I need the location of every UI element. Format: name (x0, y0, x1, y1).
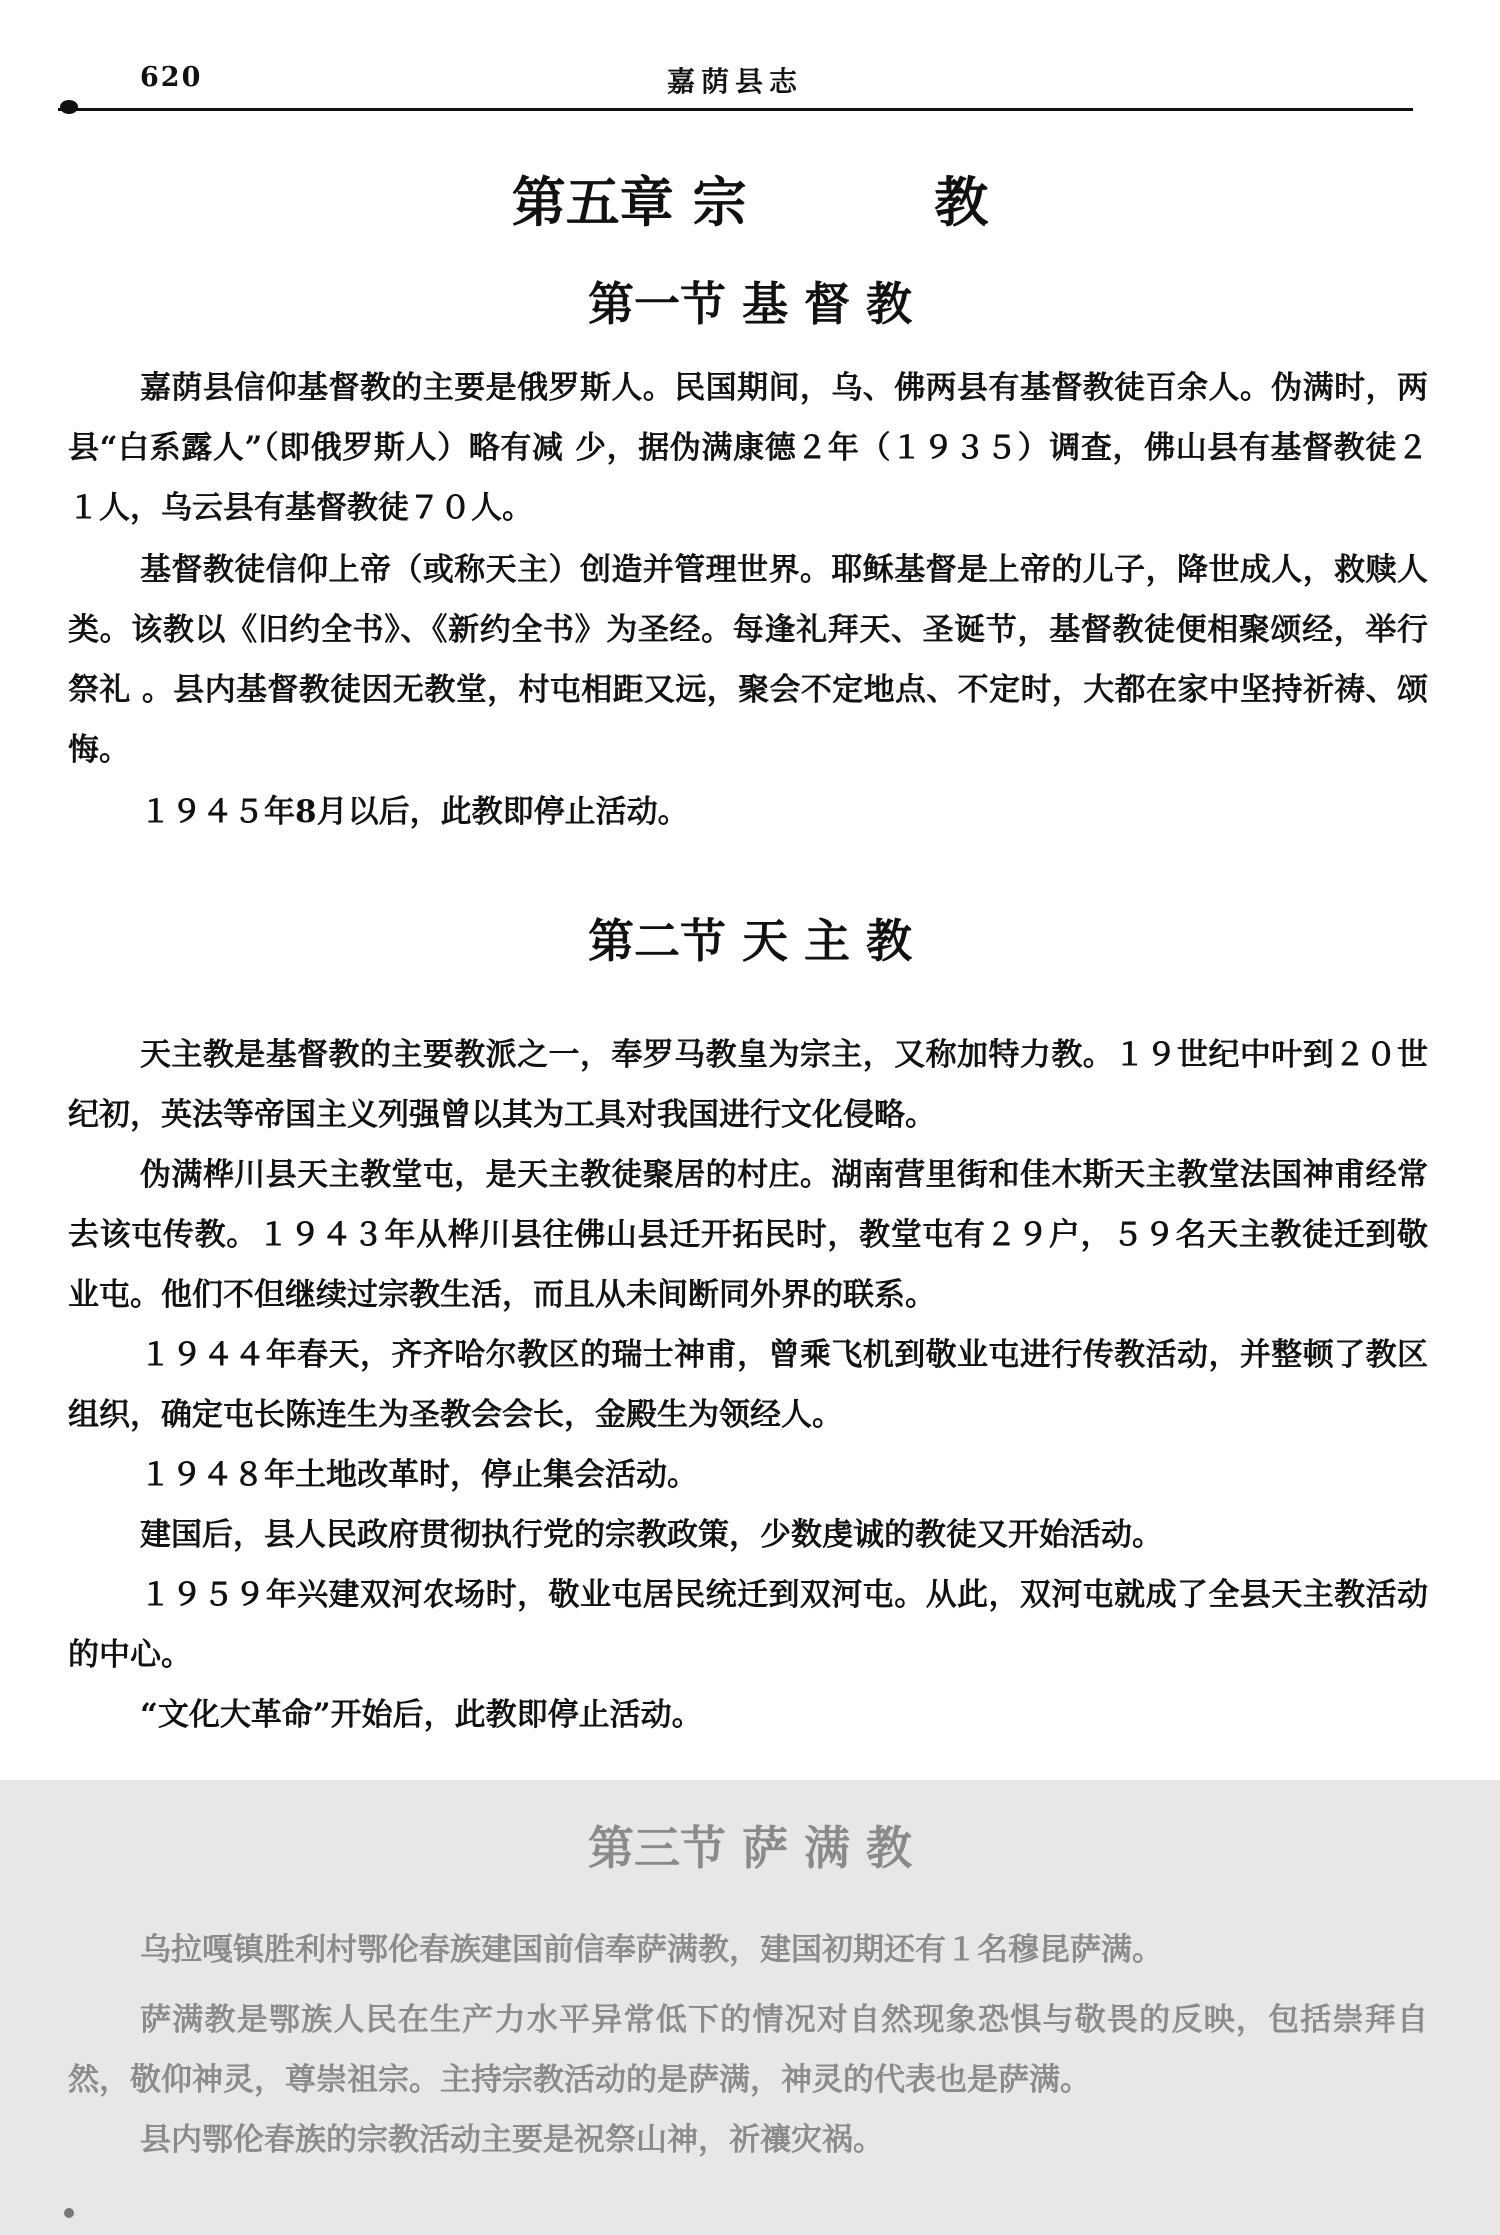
chapter-title (0, 160, 1500, 237)
page-number: 620 (140, 62, 203, 93)
paragraph: １９４４年春天，齐齐哈尔教区的瑞士神甫，曾乘飞机到敬业屯进行传教活动，并整顿了教区组织，确定屯长陈连生为圣教会会长，金殿生为领经人。 (68, 1337, 1428, 1433)
paragraph: 萨满教是鄂族人民在生产力水平异常低下的情况对自然现象恐惧与敬畏的反映，包括崇拜自然，敬仰神灵，尊崇祖宗。主持宗教活动的是萨满，神灵的代表也是萨满。 (68, 2002, 1428, 2098)
paragraph: １９４８年土地改革时，停止集会活动。 (140, 1457, 698, 1493)
ink-mark (60, 100, 78, 114)
paragraph: “文化大革命”开始后，此教即停止活动。 (140, 1697, 703, 1733)
ink-speck (64, 2208, 74, 2218)
paragraph: 建国后，县人民政府贯彻执行党的宗教政策，少数虔诚的教徒又开始活动。 (140, 1517, 1163, 1553)
paragraph: １９５９年兴建双河农场时，敬业屯居民统迁到双河屯。从此，双河屯就成了全县天主教活动的中心。 (68, 1577, 1428, 1673)
section-title-catholicism: 第二节 天 主 教 (587, 914, 913, 968)
paragraph: １９４５年8月以后，此教即停止活动。 (140, 794, 689, 830)
paragraph: 县内鄂伦春族的宗教活动主要是祝祭山神，祈禳灾祸。 (140, 2122, 884, 2158)
running-title: 嘉荫县志 (666, 65, 803, 98)
chapter-title-right: 教 (934, 170, 989, 234)
paragraph: 天主教是基督教的主要教派之一，奉罗马教皇为宗主，又称加特力教。１９世纪中叶到２０世纪初，英法等帝国主义列强曾以其为工具对我国进行文化侵略。 (68, 1037, 1428, 1133)
paragraph: 乌拉嘎镇胜利村鄂伦春族建国前信奉萨满教，建国初期还有１名穆昆萨满。 (140, 1932, 1163, 1968)
page-header (55, 58, 1415, 100)
chapter-title-left: 第五章 宗 (511, 170, 747, 234)
section-title-christianity: 第一节 基 督 教 (587, 277, 913, 331)
paragraph: 嘉荫县信仰基督教的主要是俄罗斯人。民国期间，乌、佛两县有基督教徒百余人。伪满时，两县“白系露人”（即俄罗斯人）略有减 少，据伪满康德２年（１９３５）调查，佛山县有基督教徒２１人，乌云县有基督教徒７０人。 (68, 370, 1428, 526)
header-rule (58, 108, 1413, 111)
section-title-shamanism: 第三节 萨 满 教 (587, 1821, 913, 1875)
paragraph: 伪满桦川县天主教堂屯，是天主教徒聚居的村庄。湖南营里街和佳木斯天主教堂法国神甫经常去该屯传教。１９４３年从桦川县往佛山县迁开拓民时，教堂屯有２９户，５９名天主教徒迁到敬业屯。他们不但继续过宗教生活，而且从未间断同外界的联系。 (68, 1157, 1428, 1313)
paragraph: 基督教徒信仰上帝（或称天主）创造并管理世界。耶稣基督是上帝的儿子，降世成人，救赎人类。该教以《旧约全书》、《新约全书》为圣经。每逢礼拜天、圣诞节，基督教徒便相聚颂经，举行 祭礼 。县内基督教徒因无教堂，村屯相距又远，聚会不定地点、不定时，大都在家中坚持祈祷、颂悔。 (68, 552, 1428, 768)
